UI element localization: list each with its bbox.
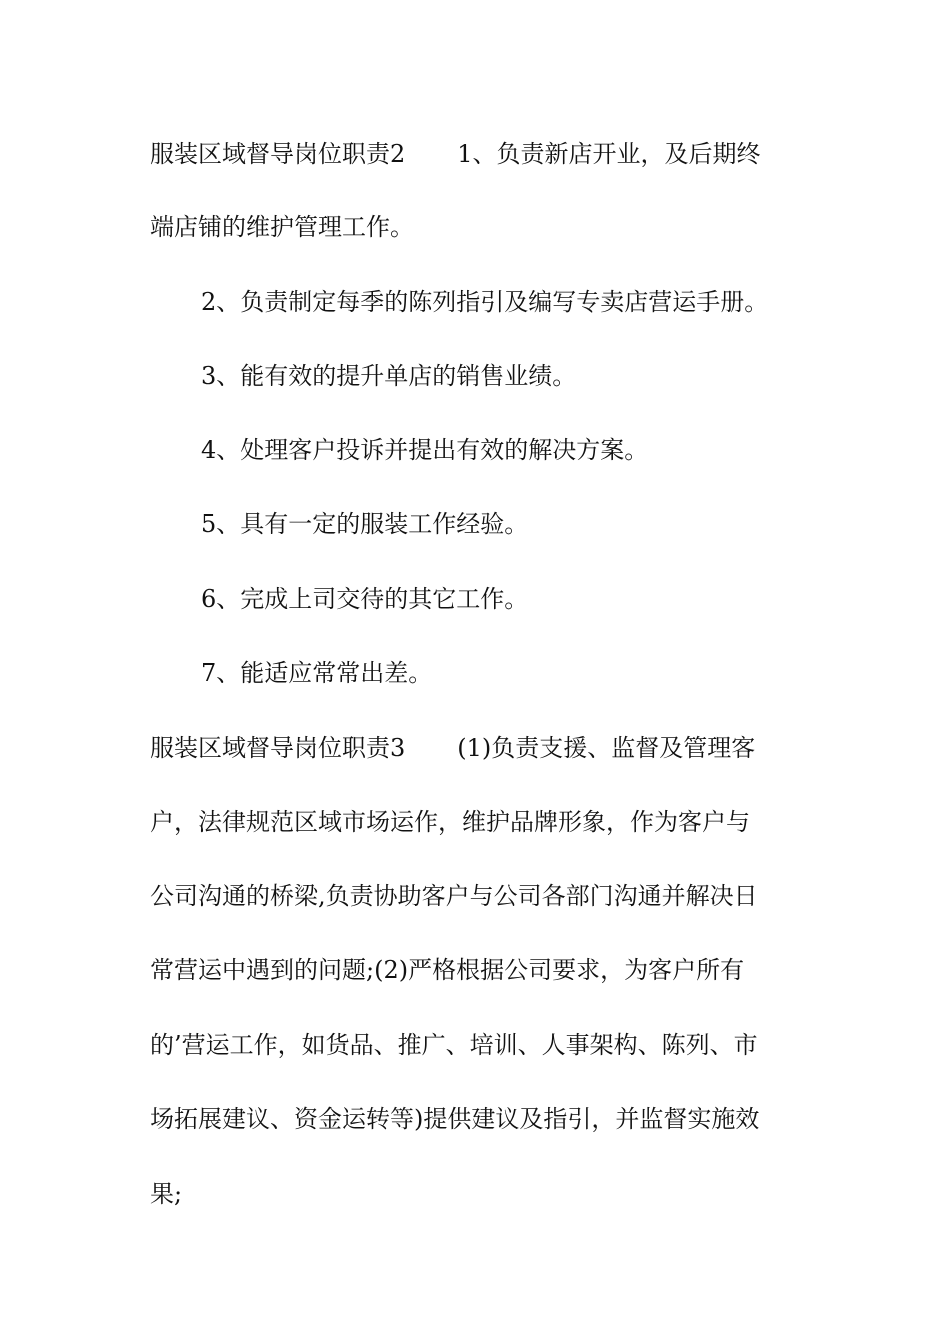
section-3-lead-line: 公司沟通的桥梁,负责协助客户与公司各部门沟通并解决日 <box>150 882 758 910</box>
duty-item: 7、能适应常常出差。 <box>201 659 433 687</box>
duty-item: 5、具有一定的服装工作经验。 <box>201 510 529 538</box>
section-3-heading: 服装区域督导岗位职责3 <box>150 734 406 762</box>
duty-item: 6、完成上司交待的其它工作。 <box>201 585 529 613</box>
section-3-lead-line: 的’营运工作，如货品、推广、培训、人事架构、陈列、市 <box>150 1031 758 1059</box>
section-3-lead-line: 场拓展建议、资金运转等)提供建议及指引，并监督实施效 <box>150 1105 760 1133</box>
duty-item: 2、负责制定每季的陈列指引及编写专卖店营运手册。 <box>201 288 769 316</box>
section-3-lead-line: 果; <box>150 1180 183 1208</box>
section-2-lead-line: 1、负责新店开业，及后期终 <box>457 140 761 168</box>
section-3-lead-line: 常营运中遇到的问题;(2)严格根据公司要求，为客户所有 <box>150 956 745 984</box>
section-2-lead-line: 端店铺的维护管理工作。 <box>150 213 414 241</box>
section-3-lead-line: 户，法律规范区域市场运作，维护品牌形象，作为客户与 <box>150 808 750 836</box>
section-2-first-line <box>150 139 761 169</box>
duty-item: 4、处理客户投诉并提出有效的解决方案。 <box>201 436 649 464</box>
section-3-first-line <box>150 733 755 763</box>
section-2-heading: 服装区域督导岗位职责2 <box>150 140 406 168</box>
section-3-lead-line: (1)负责支援、监督及管理客 <box>457 734 756 762</box>
duty-item: 3、能有效的提升单店的销售业绩。 <box>201 362 577 390</box>
